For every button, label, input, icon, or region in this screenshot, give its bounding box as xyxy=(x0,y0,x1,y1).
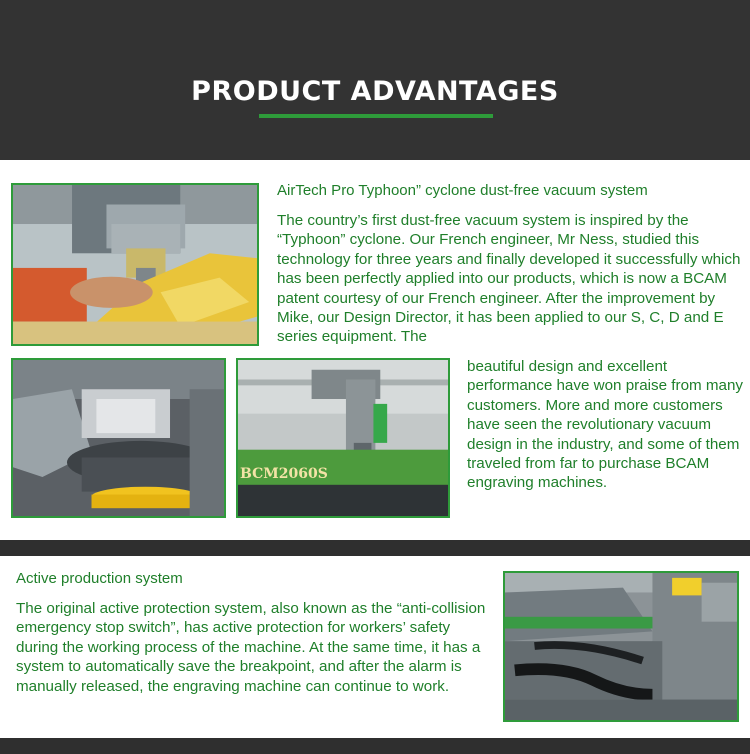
photo-bcm-machine xyxy=(236,358,450,518)
section1-paragraph-bottom: beautiful design and excellent performance have won praise from many customers. More and more customers have seen the revolutionary vacuum design in the industry, and some of them traveled from far to purchase BCAM engraving machines. xyxy=(467,358,744,492)
section1-heading: AirTech Pro Typhoon” cyclone dust-free vacuum system xyxy=(277,182,648,199)
page-title: PRODUCT ADVANTAGES xyxy=(191,76,559,107)
photo-cable-chain-system xyxy=(503,571,739,722)
machine-label: BCM2060S xyxy=(240,466,328,482)
photo-dust-hood-closeup xyxy=(11,358,226,518)
page-header xyxy=(0,0,750,160)
section2-paragraph: The original active protection system, also known as the “anti-collision emergency stop switch”, has active protection for workers’ safety during the working process of the machine. At the same time, it has a system to automatically save the breakpoint, and after the alarm is manually released, the engraving machine can continue to work. xyxy=(16,600,486,695)
section2-heading: Active production system xyxy=(16,570,183,587)
section1-paragraph-top: The country’s first dust-free vacuum system is inspired by the “Typhoon” cyclone. Our French engineer, Mr Ness, studied this technology for three years and finally developed it successfully which has been perfectly applied into our products, which is now a BCAM patent courtesy of our French engineer. After the improvement by Mike, our Design Director, it has been applied to our S, C, D and E series equipment. The xyxy=(277,212,741,346)
photo-spindle-dust-hood xyxy=(11,183,259,346)
title-underline xyxy=(259,114,493,118)
